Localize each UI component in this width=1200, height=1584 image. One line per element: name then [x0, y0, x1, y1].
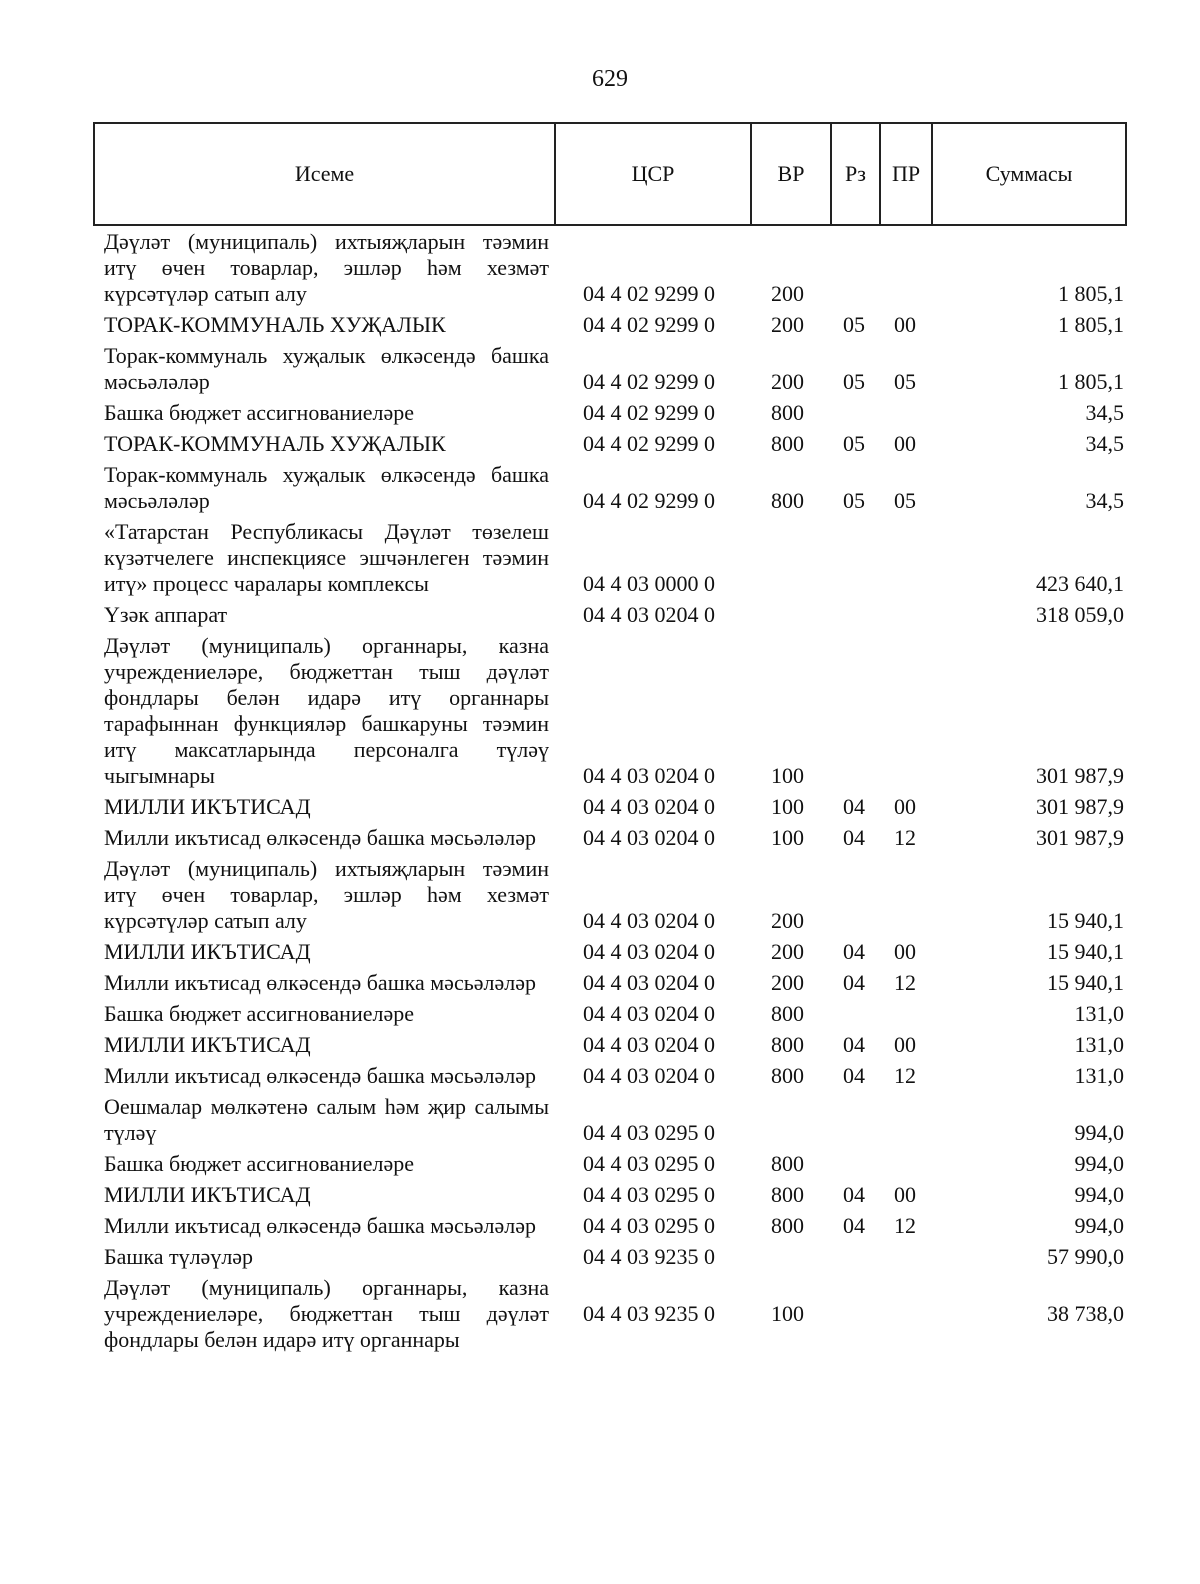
cell-csr: 04 4 02 9299 0	[583, 431, 715, 456]
cell-csr: 04 4 02 9299 0	[583, 281, 715, 306]
cell-rz: 04	[843, 1063, 865, 1088]
cell-vr	[751, 1091, 831, 1148]
cell-pr	[880, 1091, 932, 1148]
cell-rz: 05	[843, 431, 865, 456]
cell-csr: 04 4 02 9299 0	[583, 369, 715, 394]
cell-vr: 800	[771, 1213, 804, 1238]
cell-sum: 34,5	[1085, 400, 1124, 425]
cell-csr: 04 4 03 0295 0	[583, 1151, 715, 1176]
cell-name: Милли икътисад өлкәсендә башка мәсьәләләр	[104, 825, 536, 850]
cell-name: Торак-коммуналь хуҗалык өлкәсендә башка мәсьәләләр	[104, 343, 549, 394]
table-row	[94, 791, 1126, 822]
header-csr: ЦСР	[555, 123, 751, 225]
cell-pr: 12	[894, 1213, 916, 1238]
cell-rz	[831, 1091, 880, 1148]
cell-csr: 04 4 03 0204 0	[583, 1063, 715, 1088]
cell-vr: 200	[771, 970, 804, 995]
cell-vr: 100	[771, 825, 804, 850]
table-row	[94, 599, 1126, 630]
cell-csr: 04 4 03 0204 0	[583, 602, 715, 627]
cell-vr	[751, 516, 831, 599]
cell-sum: 423 640,1	[1036, 571, 1124, 596]
cell-pr: 00	[894, 312, 916, 337]
cell-sum: 994,0	[1074, 1151, 1124, 1176]
table-header	[94, 123, 1126, 225]
cell-pr: 05	[894, 488, 916, 513]
cell-name: МИЛЛИ ИКЪТИСАД	[104, 1032, 311, 1057]
table-row	[94, 1272, 1126, 1355]
table-body	[94, 225, 1126, 1355]
cell-csr: 04 4 03 0295 0	[583, 1120, 715, 1145]
cell-name: Дәүләт (муниципаль) ихтыяҗларын тәэмин итү өчен товарлар, эшләр һәм хезмәт күрсәтүләр сатып алу	[104, 229, 549, 306]
cell-name: Башка бюджет ассигнованиеләре	[104, 1001, 414, 1026]
cell-pr	[880, 853, 932, 936]
cell-pr: 00	[894, 431, 916, 456]
table-row	[94, 967, 1126, 998]
cell-csr: 04 4 02 9299 0	[583, 312, 715, 337]
cell-pr	[880, 397, 932, 428]
cell-name: ТОРАК-КОММУНАЛЬ ХУҖАЛЫК	[104, 431, 446, 456]
cell-sum: 1 805,1	[1058, 369, 1124, 394]
table-row	[94, 309, 1126, 340]
cell-rz: 04	[843, 1032, 865, 1057]
cell-name: Үзәк аппарат	[104, 602, 228, 627]
cell-name: МИЛЛИ ИКЪТИСАД	[104, 1182, 311, 1207]
cell-rz: 04	[843, 939, 865, 964]
cell-name: Милли икътисад өлкәсендә башка мәсьәләләр	[104, 1063, 536, 1088]
cell-sum: 994,0	[1074, 1213, 1124, 1238]
cell-rz	[831, 225, 880, 309]
cell-vr: 100	[771, 1301, 804, 1326]
cell-rz: 04	[843, 794, 865, 819]
cell-name: ТОРАК-КОММУНАЛЬ ХУҖАЛЫК	[104, 312, 446, 337]
cell-pr	[880, 225, 932, 309]
table-row	[94, 1210, 1126, 1241]
cell-rz	[831, 998, 880, 1029]
table-row	[94, 1179, 1126, 1210]
cell-pr	[880, 1241, 932, 1272]
cell-name: Башка бюджет ассигнованиеләре	[104, 400, 414, 425]
cell-pr	[880, 599, 932, 630]
cell-sum: 131,0	[1074, 1032, 1124, 1057]
cell-sum: 301 987,9	[1036, 825, 1124, 850]
table-row	[94, 853, 1126, 936]
cell-sum: 994,0	[1074, 1182, 1124, 1207]
cell-rz	[831, 516, 880, 599]
cell-name: Оешмалар мөлкәтенә салым һәм җир салымы түләү	[104, 1094, 549, 1145]
cell-vr: 800	[771, 1182, 804, 1207]
cell-name: Дәүләт (муниципаль) органнары, казна учреждениеләре, бюджеттан тыш дәүләт фондлары белән идарә итү органнары	[104, 1275, 549, 1352]
cell-name: Дәүләт (муниципаль) ихтыяҗларын тәэмин итү өчен товарлар, эшләр һәм хезмәт күрсәтүләр сатып алу	[104, 856, 549, 933]
cell-csr: 04 4 03 9235 0	[583, 1301, 715, 1326]
cell-csr: 04 4 03 0204 0	[583, 1001, 715, 1026]
cell-pr: 00	[894, 1032, 916, 1057]
cell-name: Милли икътисад өлкәсендә башка мәсьәләләр	[104, 970, 536, 995]
cell-vr: 200	[771, 312, 804, 337]
cell-csr: 04 4 03 9235 0	[583, 1244, 715, 1269]
cell-sum: 34,5	[1085, 431, 1124, 456]
cell-csr: 04 4 03 0204 0	[583, 763, 715, 788]
cell-csr: 04 4 03 0204 0	[583, 908, 715, 933]
cell-sum: 34,5	[1085, 488, 1124, 513]
cell-csr: 04 4 03 0204 0	[583, 825, 715, 850]
cell-vr: 200	[771, 369, 804, 394]
cell-sum: 15 940,1	[1047, 939, 1124, 964]
cell-rz	[831, 630, 880, 791]
table-row	[94, 1241, 1126, 1272]
cell-sum: 994,0	[1074, 1120, 1124, 1145]
table-row	[94, 822, 1126, 853]
table-row	[94, 1148, 1126, 1179]
table-row	[94, 516, 1126, 599]
cell-vr: 100	[771, 794, 804, 819]
cell-sum: 1 805,1	[1058, 281, 1124, 306]
table-row	[94, 1091, 1126, 1148]
cell-name: Торак-коммуналь хуҗалык өлкәсендә башка мәсьәләләр	[104, 462, 549, 513]
cell-pr: 12	[894, 825, 916, 850]
table-row	[94, 459, 1126, 516]
cell-sum: 15 940,1	[1047, 970, 1124, 995]
table-row	[94, 225, 1126, 309]
cell-rz: 05	[843, 488, 865, 513]
cell-csr: 04 4 03 0295 0	[583, 1213, 715, 1238]
cell-pr: 05	[894, 369, 916, 394]
cell-pr: 12	[894, 970, 916, 995]
cell-pr	[880, 1148, 932, 1179]
cell-rz	[831, 1241, 880, 1272]
cell-rz	[831, 599, 880, 630]
cell-pr: 12	[894, 1063, 916, 1088]
cell-vr: 800	[771, 1151, 804, 1176]
cell-rz	[831, 1148, 880, 1179]
cell-csr: 04 4 03 0204 0	[583, 939, 715, 964]
cell-vr: 200	[771, 281, 804, 306]
cell-rz	[831, 397, 880, 428]
cell-vr: 800	[771, 1001, 804, 1026]
cell-name: «Татарстан Республикасы Дәүләт төзелеш күзәтчелеге инспекциясе эшчәнлеген тәэмин итү» процесс чаралары комплексы	[104, 519, 549, 596]
header-name: Исеме	[94, 123, 555, 225]
cell-pr	[880, 630, 932, 791]
cell-rz: 04	[843, 1213, 865, 1238]
cell-pr	[880, 998, 932, 1029]
page-number: 629	[592, 66, 628, 92]
cell-rz: 04	[843, 1182, 865, 1207]
table-row	[94, 630, 1126, 791]
cell-rz: 05	[843, 369, 865, 394]
table-row	[94, 397, 1126, 428]
header-rz: Рз	[831, 123, 880, 225]
cell-csr: 04 4 03 0204 0	[583, 970, 715, 995]
cell-vr: 800	[771, 1032, 804, 1057]
cell-vr: 200	[771, 939, 804, 964]
cell-vr: 200	[771, 908, 804, 933]
cell-sum: 318 059,0	[1036, 602, 1124, 627]
table-row	[94, 998, 1126, 1029]
table-row	[94, 1029, 1126, 1060]
header-vr: ВР	[751, 123, 831, 225]
cell-csr: 04 4 02 9299 0	[583, 488, 715, 513]
cell-name: Дәүләт (муниципаль) органнары, казна учреждениеләре, бюджеттан тыш дәүләт фондлары белән идарә итү органнары тарафыннан функцияләр башкаруны тәэмин итү максатларында персоналга түләү чыгымнары	[104, 633, 549, 788]
cell-name: МИЛЛИ ИКЪТИСАД	[104, 939, 311, 964]
cell-name: Милли икътисад өлкәсендә башка мәсьәләләр	[104, 1213, 536, 1238]
cell-sum: 301 987,9	[1036, 794, 1124, 819]
cell-pr	[880, 1272, 932, 1355]
cell-sum: 15 940,1	[1047, 908, 1124, 933]
budget-table	[93, 122, 1127, 1355]
cell-vr: 100	[771, 763, 804, 788]
cell-rz: 04	[843, 970, 865, 995]
cell-sum: 301 987,9	[1036, 763, 1124, 788]
header-pr: ПР	[880, 123, 932, 225]
header-sum: Суммасы	[932, 123, 1126, 225]
cell-rz: 04	[843, 825, 865, 850]
cell-sum: 131,0	[1074, 1063, 1124, 1088]
cell-vr: 800	[771, 488, 804, 513]
table-row	[94, 428, 1126, 459]
cell-pr	[880, 516, 932, 599]
cell-csr: 04 4 03 0204 0	[583, 1032, 715, 1057]
cell-pr: 00	[894, 794, 916, 819]
cell-rz: 05	[843, 312, 865, 337]
table-row	[94, 936, 1126, 967]
cell-name: Башка бюджет ассигнованиеләре	[104, 1151, 414, 1176]
cell-csr: 04 4 02 9299 0	[583, 400, 715, 425]
table-row	[94, 1060, 1126, 1091]
cell-sum: 131,0	[1074, 1001, 1124, 1026]
cell-sum: 1 805,1	[1058, 312, 1124, 337]
cell-pr: 00	[894, 1182, 916, 1207]
cell-rz	[831, 1272, 880, 1355]
cell-csr: 04 4 03 0000 0	[583, 571, 715, 596]
cell-vr	[751, 599, 831, 630]
cell-name: МИЛЛИ ИКЪТИСАД	[104, 794, 311, 819]
cell-csr: 04 4 03 0295 0	[583, 1182, 715, 1207]
table-row	[94, 340, 1126, 397]
cell-vr: 800	[771, 400, 804, 425]
cell-rz	[831, 853, 880, 936]
cell-vr: 800	[771, 431, 804, 456]
cell-name: Башка түләүләр	[104, 1244, 254, 1269]
cell-vr	[751, 1241, 831, 1272]
cell-pr: 00	[894, 939, 916, 964]
cell-sum: 57 990,0	[1047, 1244, 1124, 1269]
cell-csr: 04 4 03 0204 0	[583, 794, 715, 819]
cell-vr: 800	[771, 1063, 804, 1088]
cell-sum: 38 738,0	[1047, 1301, 1124, 1326]
